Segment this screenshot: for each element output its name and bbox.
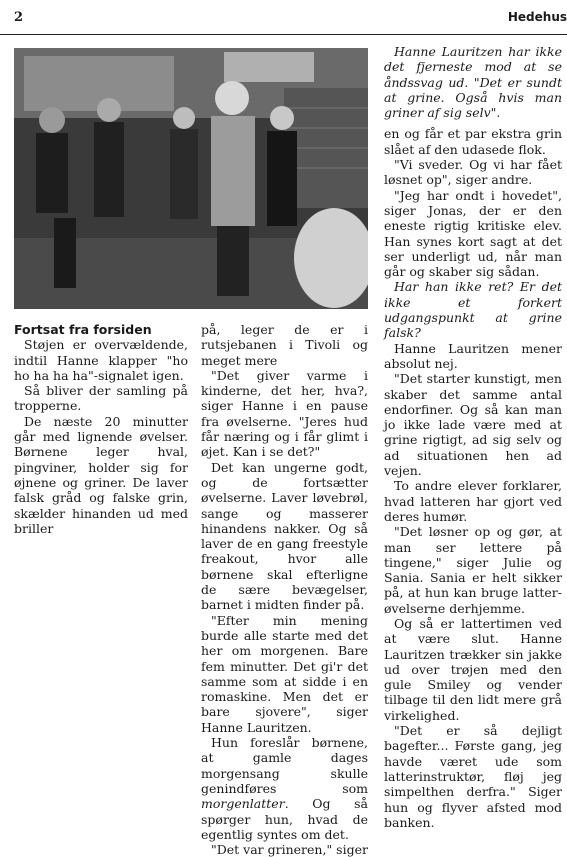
paragraph: "Vi sveder. Og vi har fået løsnet op", siger andre. [384,157,562,188]
paragraph: Så bliver der samling på tropperne. [14,383,188,414]
paragraph: en og får et par ekstra grin slået af den udasede flok. [384,126,562,157]
question-paragraph [384,279,562,340]
paragraph: Støjen er overvældende, indtil Hanne klapper "ho ho ha ha ha"-signalet igen. [14,337,188,383]
article-column-2 [201,322,368,857]
paragraph: Hanne Lauritzen mener absolut nej. [384,340,562,371]
paragraph: "Det er så dejligt bagefter... Første gang, jeg havde været ude som latterinstruktør, fløj jeg simpelthen derfra." Siger hun og flyver afsted mod banken. [384,723,562,830]
classroom-photo-illustration [14,48,368,309]
paragraph: De næste 20 minutter går med lignende øvelser. Børnene leger hval, pingviner, holder sig for øjnene og griner. De laver falsk gråd og falske grin, skælder hinanden ud med briller [14,413,188,536]
text-run: Hun foreslår børnene, at gamle dages morgensang skulle genindføres som [201,735,368,796]
photo-caption: Hanne Lauritzen har ikke det fjerneste mod at se åndssvag ud. "Det er sundt at grine. Også hvis man griner af sig selv". [384,44,562,121]
article-photo [14,48,368,309]
emphasis: morgenlatter [201,796,285,812]
page-number: 2 [14,10,24,25]
newspaper-name: Hedehus [507,10,567,24]
paragraph: "Jeg har ondt i hovedet", siger Jonas, der er den eneste rigtig kritiske elev. Han synes kort sagt at det ser underligt ud, når man går og skaber sig sådan. [384,187,562,280]
page-header [0,0,567,35]
paragraph: "Efter min mening burde alle starte med det her om morgenen. Bare fem minutter. Det gi'r det samme som at sidde i en romaskine. Men det er bare sjovere", siger Hanne Lauritzen. [201,612,368,735]
paragraph: To andre elever forklarer, hvad latteren har gjort ved deres humør. [384,478,562,524]
paragraph: "Det løsner op og gør, at man ser lettere på tingene," siger Julie og Sania. Sania er helt sikker på, at hun kan bruge latter-øvelserne derhjemme. [384,524,562,616]
paragraph: Og så er lattertimen ved at være slut. Hanne Lauritzen trækker sin jakke ud over trøjen med den gule Smiley og vender tilbage til den lidt mere grå virkelighed. [384,615,562,723]
paragraph [201,735,368,842]
paragraph: "Det var grineren," siger [211,842,368,857]
article-column-3 [384,44,562,830]
paragraph: "Det giver varme i kinderne, det her, hva?, siger Hanne i en pause fra øvelserne. "Jeres hud får næring og i får glimt i øjet. Kan i se det?" [201,367,368,460]
continued-subhead: Fortsat fra forsiden [14,322,152,337]
article-column-1 [14,322,188,536]
text-run: . Og så spørger hun, hvad de egentlig syntes om det. [201,796,368,842]
paragraph: "Det starter kunstigt, men skaber det samme antal endorfiner. Og så kan man jo ikke lade være med at grine rigtigt, ad sig selv og ad situationen hen ad vejen. [384,371,562,479]
paragraph: Det kan ungerne godt, og de fortsætter øvelserne. Laver løvebrøl, sange og masserer hinandens nakker. Og så laver de en gang freestyle freakout, hvor alle børnene skal efterligne de sære bevægelser, barnet i midten finder på. [201,459,368,613]
paragraph: på, leger de er i rutsjebanen i Tivoli og meget mere [201,322,368,368]
emphasis: Har han ikke ret? Er det ikke et forkert udgangspunkt at grine falsk? [384,279,562,341]
